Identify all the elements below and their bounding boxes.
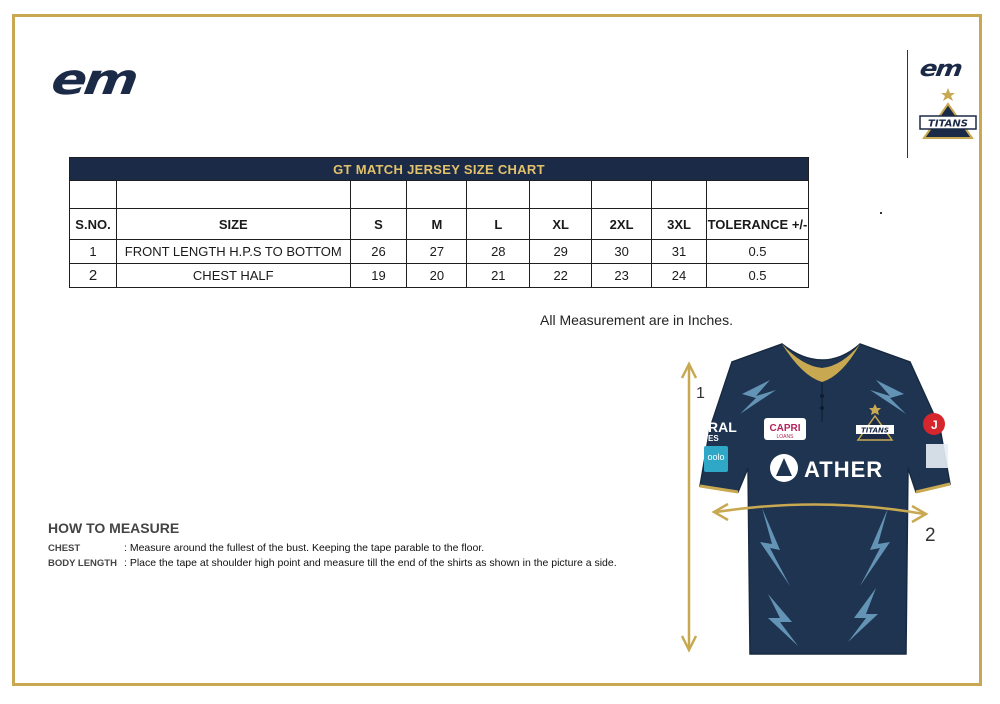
table-header-row bbox=[70, 209, 809, 240]
col-header-xl: XL bbox=[530, 209, 592, 240]
measure-desc-chest: : Measure around the fullest of the bust. Keeping the tape parable to the floor. bbox=[124, 542, 485, 554]
row-value-l: 28 bbox=[467, 240, 530, 264]
row-value-2xl: 23 bbox=[592, 264, 652, 288]
length-arrow-icon bbox=[682, 364, 696, 650]
row-value-m: 20 bbox=[407, 264, 467, 288]
sleeve-left-sponsor-2: oolo bbox=[707, 452, 725, 462]
col-header-m: M bbox=[407, 209, 467, 240]
sponsor-chest-text: CAPRI bbox=[769, 423, 801, 434]
chest-marker-label: 2 bbox=[925, 525, 936, 546]
col-header-sno: S.NO. bbox=[70, 209, 117, 240]
col-header-l: L bbox=[467, 209, 530, 240]
row-sno: 1 bbox=[70, 240, 117, 264]
row-value-xl: 22 bbox=[530, 264, 592, 288]
how-to-measure-item bbox=[48, 557, 617, 569]
measure-desc-body-length: : Place the tape at shoulder high point and measure till the end of the shirts as shown in the picture a side. bbox=[124, 557, 617, 569]
row-value-l: 21 bbox=[467, 264, 530, 288]
row-tolerance: 0.5 bbox=[706, 240, 808, 264]
table-row bbox=[70, 264, 809, 288]
em-logo: em bbox=[48, 55, 139, 105]
col-header-3xl: 3XL bbox=[652, 209, 707, 240]
table-spacer-row bbox=[70, 181, 809, 209]
row-sno: 2 bbox=[70, 264, 117, 288]
row-value-m: 27 bbox=[407, 240, 467, 264]
col-header-2xl: 2XL bbox=[592, 209, 652, 240]
size-chart-table bbox=[69, 157, 809, 288]
row-value-3xl: 31 bbox=[652, 240, 707, 264]
jersey-illustration bbox=[672, 336, 962, 666]
row-value-s: 19 bbox=[350, 264, 407, 288]
length-marker-label: 1 bbox=[696, 385, 705, 402]
size-chart-title: GT MATCH JERSEY SIZE CHART bbox=[70, 158, 809, 181]
measure-term-chest: CHEST bbox=[48, 543, 81, 554]
measure-term-body-length: BODY LENGTH bbox=[48, 558, 117, 569]
row-size-label: CHEST HALF bbox=[116, 264, 350, 288]
row-value-2xl: 30 bbox=[592, 240, 652, 264]
how-to-measure-title: HOW TO MEASURE bbox=[48, 520, 180, 536]
col-header-size: SIZE bbox=[116, 209, 350, 240]
measurement-unit-note: All Measurement are in Inches. bbox=[540, 312, 733, 328]
row-tolerance: 0.5 bbox=[706, 264, 808, 288]
titans-badge-text: TITANS bbox=[928, 118, 968, 130]
sleeve-left-sponsor-sub: ES bbox=[708, 434, 719, 443]
table-row bbox=[70, 240, 809, 264]
col-header-tolerance: TOLERANCE +/- bbox=[706, 209, 808, 240]
titans-badge-icon bbox=[918, 86, 978, 144]
sleeve-left-sponsor: RAL bbox=[708, 419, 737, 435]
col-header-s: S bbox=[350, 209, 407, 240]
how-to-measure-item bbox=[48, 542, 484, 554]
sleeve-right-sponsor: J bbox=[931, 418, 938, 432]
row-value-xl: 29 bbox=[530, 240, 592, 264]
sponsor-main-text: ATHER bbox=[804, 457, 884, 482]
stray-dot bbox=[880, 212, 882, 214]
row-value-3xl: 24 bbox=[652, 264, 707, 288]
em-logo-small: em bbox=[918, 56, 963, 82]
jersey-body-icon bbox=[700, 344, 950, 654]
jersey-crest-text: TITANS bbox=[861, 426, 889, 435]
row-value-s: 26 bbox=[350, 240, 407, 264]
sponsor-chest-subtext: LOANS bbox=[776, 434, 794, 440]
row-size-label: FRONT LENGTH H.P.S TO BOTTOM bbox=[116, 240, 350, 264]
side-divider bbox=[907, 50, 908, 158]
